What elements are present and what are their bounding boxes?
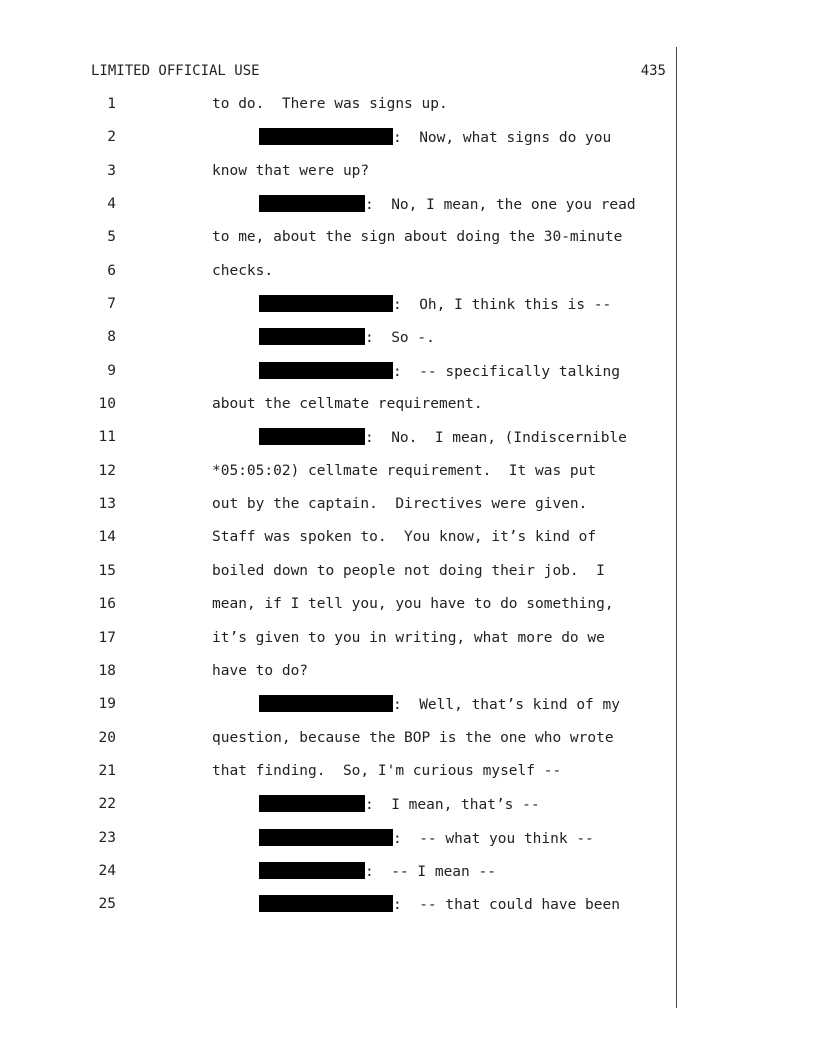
- line-text: [212, 228, 622, 246]
- line-number: 8: [107, 329, 116, 346]
- redacted-speaker-name: [259, 295, 393, 312]
- redacted-speaker-name: [259, 428, 365, 445]
- speaker-turn: [259, 428, 627, 447]
- line-number: 19: [98, 696, 116, 713]
- line-text: that finding. So, I'm curious myself --: [212, 762, 562, 779]
- speaker-turn: [259, 295, 611, 314]
- transcript-line: [0, 629, 816, 662]
- line-text: [212, 762, 561, 780]
- line-number: 16: [98, 596, 116, 613]
- line-number: 20: [98, 729, 116, 746]
- line-number: 2: [107, 129, 116, 146]
- line-text: : No. I mean, (Indiscernible: [365, 430, 627, 447]
- line-number: 22: [98, 796, 116, 813]
- line-text: : -- what you think --: [393, 830, 594, 847]
- line-text: : I mean, that’s --: [365, 797, 540, 814]
- redacted-speaker-name: [259, 695, 393, 712]
- redacted-speaker-name: [259, 328, 365, 345]
- line-number: 23: [98, 829, 116, 846]
- transcript-line: [0, 195, 816, 228]
- line-text: have to do?: [212, 662, 309, 679]
- speaker-turn: [259, 328, 435, 347]
- line-number: 10: [98, 396, 116, 413]
- line-number: 15: [98, 562, 116, 579]
- transcript-lines: [0, 95, 816, 929]
- line-text: boiled down to people not doing their job. I: [212, 562, 605, 579]
- line-text: [212, 395, 483, 413]
- line-number: 13: [98, 496, 116, 513]
- transcript-line: [0, 395, 816, 428]
- line-text: [212, 629, 605, 647]
- transcript-line: [0, 895, 816, 928]
- transcript-line: [0, 562, 816, 595]
- line-text: [212, 162, 369, 180]
- line-number: 12: [98, 462, 116, 479]
- line-text: [212, 462, 596, 480]
- line-text: out by the captain. Directives were given.: [212, 496, 588, 513]
- redacted-speaker-name: [259, 895, 393, 912]
- transcript-line: [0, 362, 816, 395]
- transcript-line: [0, 462, 816, 495]
- line-number: 4: [107, 196, 116, 213]
- transcript-line: [0, 295, 816, 328]
- redacted-speaker-name: [259, 829, 393, 846]
- transcript-line: [0, 862, 816, 895]
- transcript-line: [0, 95, 816, 128]
- redacted-speaker-name: [259, 362, 393, 379]
- redacted-speaker-name: [259, 195, 365, 212]
- speaker-turn: [259, 195, 636, 214]
- line-number: 18: [98, 662, 116, 679]
- line-text: : Oh, I think this is --: [393, 297, 612, 314]
- line-text: [212, 262, 273, 280]
- line-text: know that were up?: [212, 162, 370, 179]
- transcript-line: [0, 528, 816, 561]
- line-number: 11: [98, 429, 116, 446]
- speaker-turn: [259, 829, 594, 848]
- line-number: 3: [107, 162, 116, 179]
- line-text: [212, 528, 596, 546]
- line-text: it’s given to you in writing, what more do we: [212, 629, 605, 646]
- line-text: [212, 662, 308, 680]
- page-number: 435: [640, 63, 666, 79]
- line-text: checks.: [212, 262, 274, 279]
- line-text: Staff was spoken to. You know, it’s kind of: [212, 529, 597, 546]
- transcript-line: [0, 595, 816, 628]
- line-text: question, because the BOP is the one who wrote: [212, 729, 614, 746]
- speaker-turn: [259, 695, 620, 714]
- transcript-line: [0, 795, 816, 828]
- redacted-speaker-name: [259, 128, 393, 145]
- line-text: [212, 495, 587, 513]
- speaker-turn: [259, 862, 496, 881]
- speaker-turn: [259, 795, 540, 814]
- transcript-line: [0, 228, 816, 261]
- transcript-line: [0, 762, 816, 795]
- line-text: : -- specifically talking: [393, 363, 620, 380]
- line-text: [212, 562, 605, 580]
- speaker-turn: [259, 128, 611, 147]
- line-text: to me, about the sign about doing the 30-minute: [212, 229, 623, 246]
- line-text: *05:05:02) cellmate requirement. It was put: [212, 462, 597, 479]
- line-text: : No, I mean, the one you read: [365, 197, 636, 214]
- transcript-line: [0, 428, 816, 461]
- transcript-line: [0, 328, 816, 361]
- transcript-line: [0, 495, 816, 528]
- transcript-line: [0, 662, 816, 695]
- line-number: 14: [98, 529, 116, 546]
- line-text: : -- that could have been: [393, 897, 620, 914]
- line-text: [212, 95, 448, 113]
- transcript-line: [0, 162, 816, 195]
- redacted-speaker-name: [259, 795, 365, 812]
- line-text: [212, 595, 614, 613]
- line-text: : Now, what signs do you: [393, 130, 612, 147]
- line-number: 5: [107, 229, 116, 246]
- line-number: 9: [107, 362, 116, 379]
- transcript-line: [0, 128, 816, 161]
- speaker-turn: [259, 362, 620, 381]
- line-text: about the cellmate requirement.: [212, 396, 483, 413]
- line-number: 21: [98, 762, 116, 779]
- line-text: mean, if I tell you, you have to do something,: [212, 596, 614, 613]
- line-number: 1: [107, 96, 116, 112]
- line-number: 25: [98, 896, 116, 913]
- line-text: [212, 729, 614, 747]
- line-text: : So -.: [365, 330, 435, 347]
- transcript-line: [0, 262, 816, 295]
- classification-header: LIMITED OFFICIAL USE: [91, 63, 260, 79]
- line-text: : Well, that’s kind of my: [393, 697, 620, 714]
- line-number: 6: [107, 262, 116, 279]
- line-number: 7: [107, 296, 116, 313]
- redacted-speaker-name: [259, 862, 365, 879]
- transcript-line: [0, 729, 816, 762]
- line-text: : -- I mean --: [365, 863, 496, 880]
- speaker-turn: [259, 895, 620, 914]
- line-number: 17: [98, 629, 116, 646]
- line-text: to do. There was signs up.: [212, 96, 448, 112]
- transcript-line: [0, 829, 816, 862]
- transcript-line: [0, 695, 816, 728]
- line-number: 24: [98, 862, 116, 879]
